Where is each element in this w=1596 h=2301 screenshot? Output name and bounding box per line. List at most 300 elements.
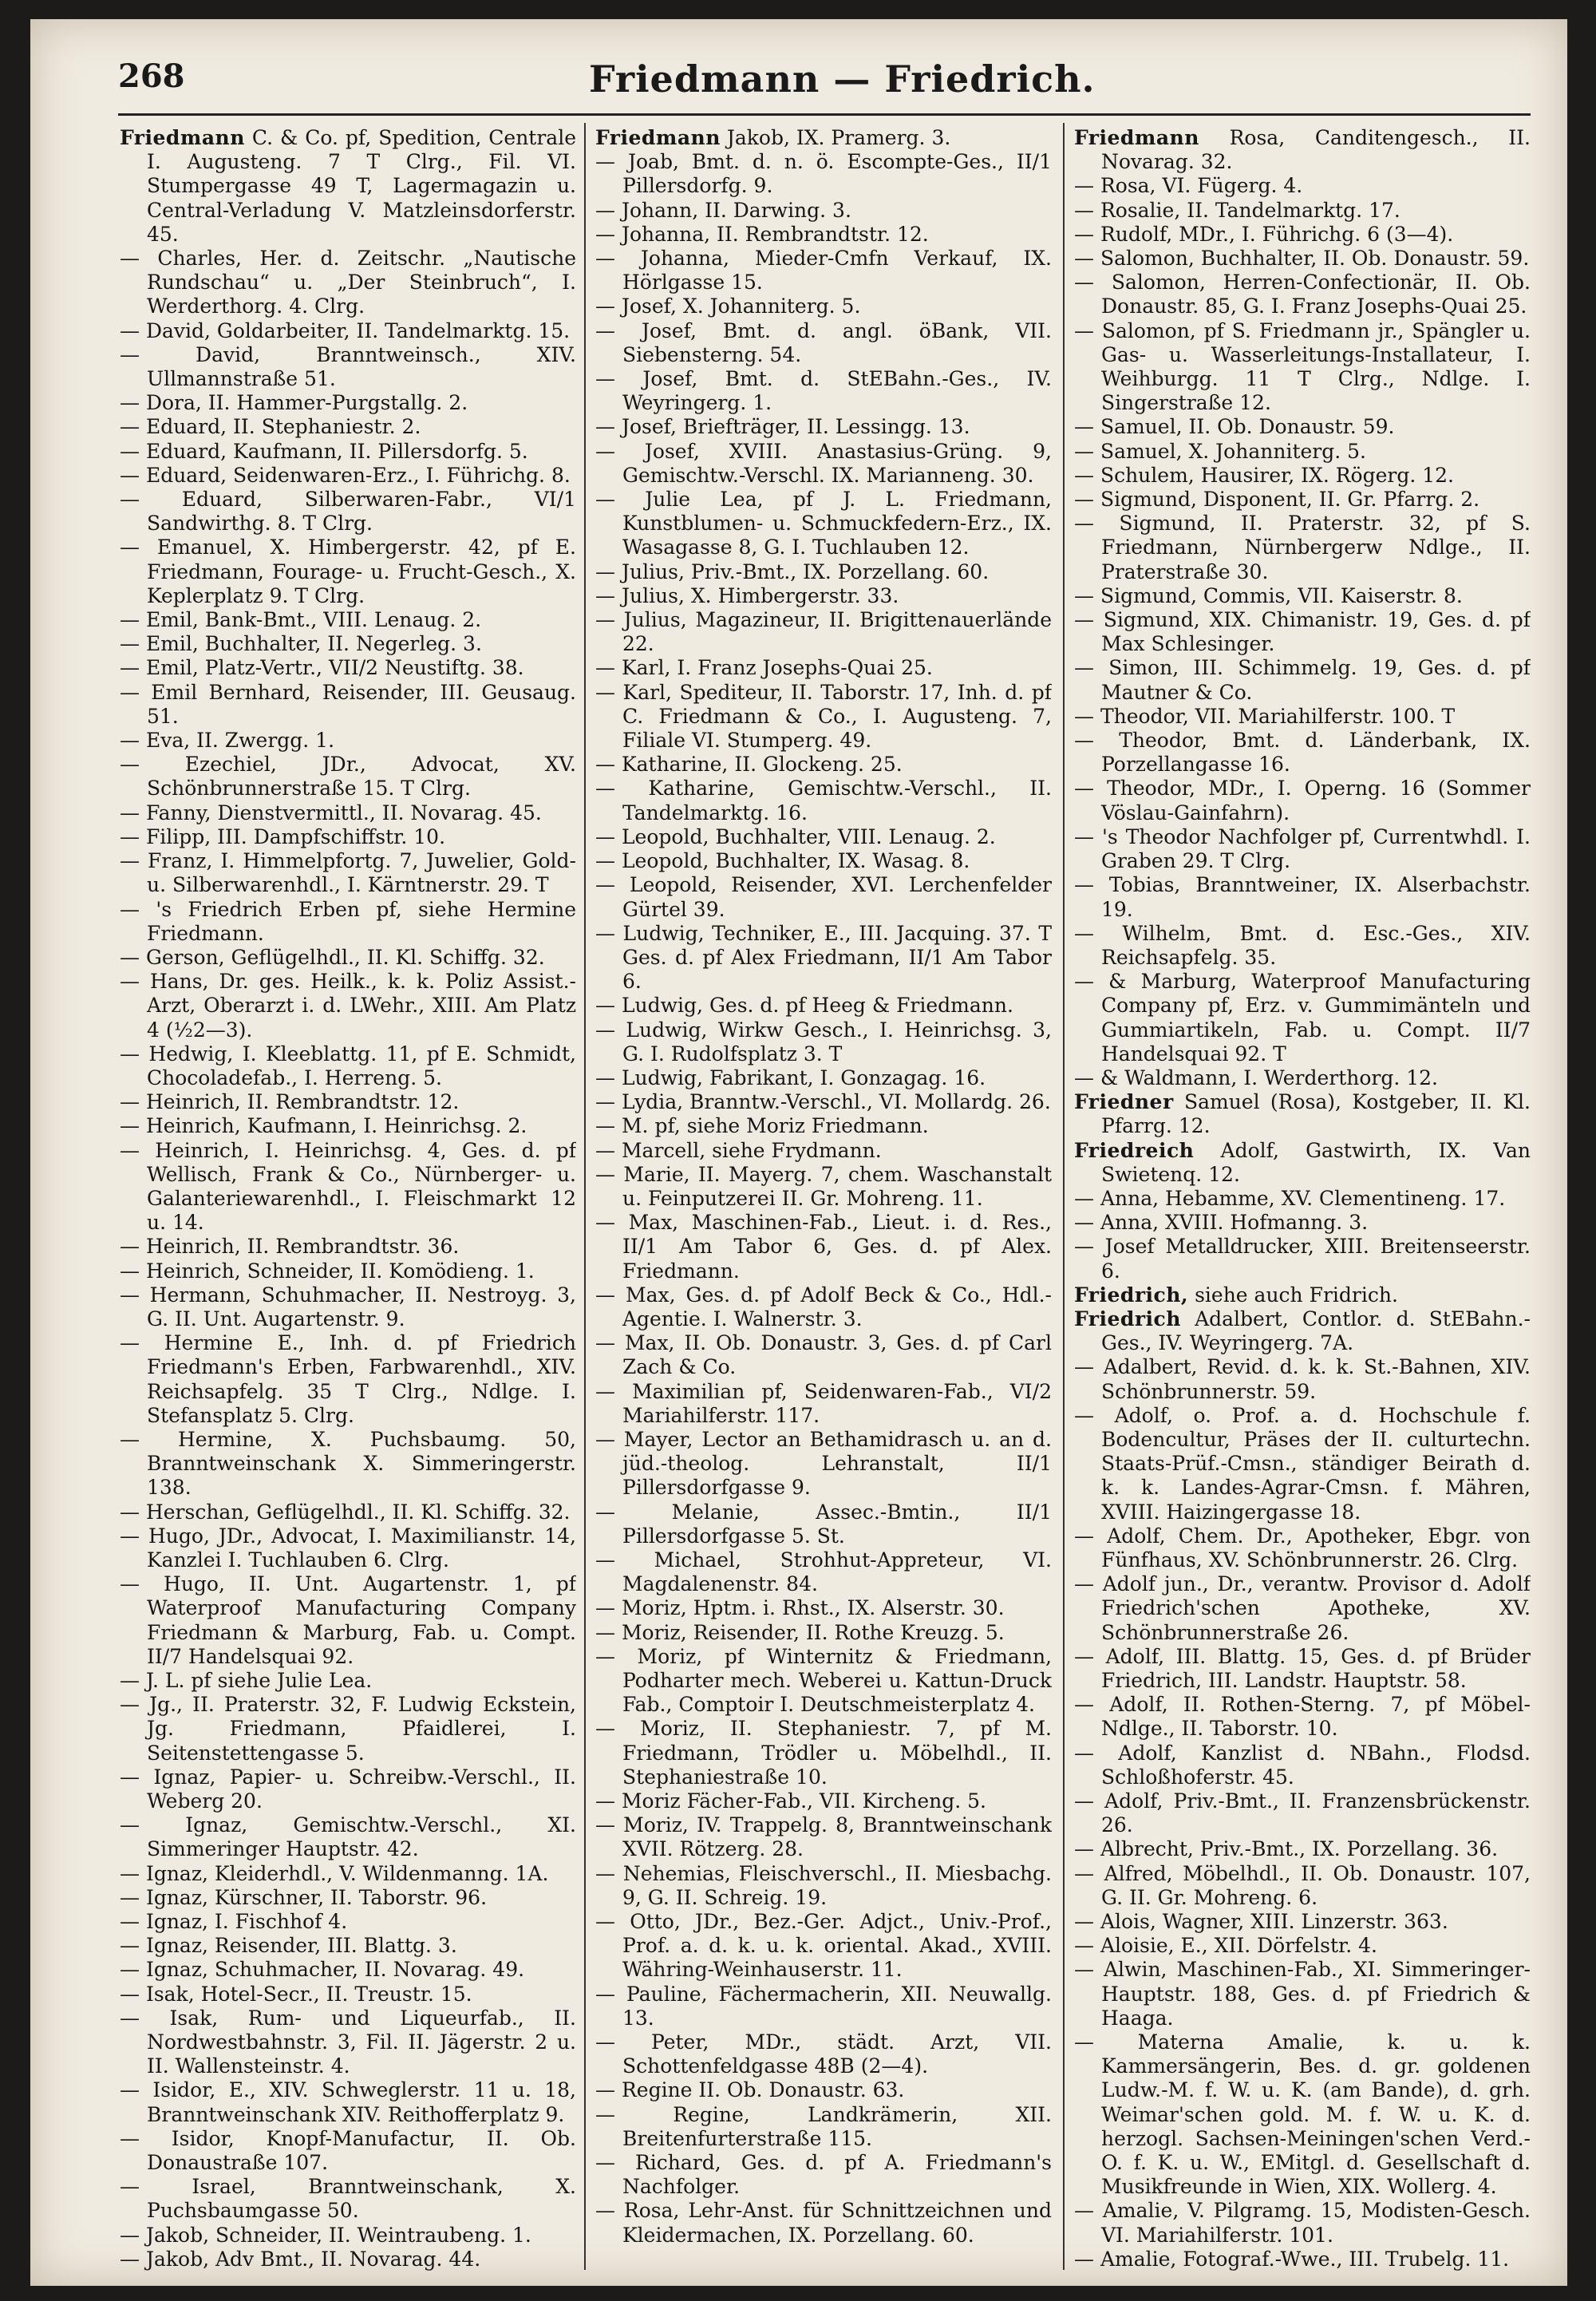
directory-entry (1074, 1090, 1531, 1138)
entry-text: — Ignaz, Kleiderhdl., V. Wildenmanng. 1A. (120, 1861, 549, 1885)
column-2 (595, 126, 1052, 2273)
entry-text: — Moriz Fächer-Fab., VII. Kircheng. 5. (595, 1789, 986, 1813)
directory-entry (595, 1114, 1052, 1138)
entry-text: — Heinrich, II. Rembrandtstr. 12. (120, 1090, 460, 1114)
entry-text: — Ignaz, Schuhmacher, II. Novarag. 49. (120, 1958, 525, 1982)
directory-entry (595, 1910, 1052, 1983)
directory-entry (595, 1500, 1052, 1548)
entry-text: — Josef, Bmt. d. angl. öBank, VII. Siebensterng. 54. (595, 318, 1052, 366)
directory-entry (595, 825, 1052, 849)
directory-entry (120, 1042, 576, 1090)
entry-text: — Hugo, JDr., Advocat, I. Maximilianstr. 14, Kanzlei I. Tuchlauben 6. Clrg. (120, 1524, 576, 1572)
entry-text: — Max, Ges. d. pf Adolf Beck & Co., Hdl.-Agentie. I. Walnerstr. 3. (595, 1283, 1052, 1330)
entry-text: — Ludwig, Ges. d. pf Heeg & Friedmann. (595, 994, 1013, 1018)
column-divider-1 (584, 123, 586, 2270)
directory-entry (595, 440, 1052, 488)
entry-text: — Salomon, pf S. Friedmann jr., Spängler u. Gas- u. Wasserleitungs-Installateur, I. Weihburgg. 11 T Clrg., Ndlge. I. Singerstraße 12. (1074, 318, 1531, 415)
entry-text: — Jakob, Adv Bmt., II. Novarag. 44. (120, 2247, 481, 2271)
directory-entry (120, 632, 576, 656)
directory-entry (1074, 1862, 1531, 1910)
directory-entry (1074, 2030, 1531, 2199)
entry-heading: Friedmann (595, 126, 721, 149)
directory-entry (1074, 319, 1531, 416)
directory-entry (595, 150, 1052, 198)
directory-entry (120, 1259, 576, 1283)
entry-text: — Katharine, Gemischtw.-Verschl., II. Tandelmarktg. 16. (595, 777, 1052, 824)
directory-entry (120, 247, 576, 319)
entry-heading: Friedrich, (1074, 1283, 1189, 1307)
entry-text: — Marcell, siehe Frydmann. (595, 1138, 882, 1162)
directory-entry (595, 1813, 1052, 1861)
directory-entry (1074, 2199, 1531, 2247)
directory-entry (595, 1717, 1052, 1789)
directory-entry (1074, 488, 1531, 512)
directory-entry (120, 825, 576, 849)
directory-entry (1074, 174, 1531, 198)
entry-text: — Samuel, X. Johanniterg. 5. (1074, 439, 1366, 463)
directory-entry (1074, 2248, 1531, 2271)
entry-text: — Franz, I. Himmelpfortg. 7, Juwelier, Gold- u. Silberwarenhdl., I. Kärntnerstr. 29. T (120, 849, 576, 897)
entry-text: — Hermann, Schuhmacher, II. Nestroyg. 3, G. II. Unt. Augartenstr. 9. (120, 1283, 576, 1330)
directory-entry (1074, 1066, 1531, 1090)
directory-entry (1074, 1693, 1531, 1741)
entry-text: — Alois, Wagner, XIII. Linzerstr. 363. (1074, 1910, 1448, 1934)
entry-text: — Alwin, Maschinen-Fab., XI. Simmeringer-Hauptstr. 188, Ges. d. pf Friedrich & Haaga. (1074, 1958, 1531, 2030)
directory-entry (595, 415, 1052, 439)
directory-entry (120, 319, 576, 343)
entry-text: — Adolf, III. Blattg. 15, Ges. d. pf Brüder Friedrich, III. Landstr. Hauptstr. 58. (1074, 1644, 1531, 1692)
directory-entry (1074, 1187, 1531, 1211)
entry-text: — Peter, MDr., städt. Arzt, VII. Schottenfeldgasse 48B (2—4). (595, 2030, 1052, 2078)
entry-text: — Emil, Buchhalter, II. Negerleg. 3. (120, 632, 482, 656)
directory-entry (595, 247, 1052, 295)
entry-text: — Julie Lea, pf J. L. Friedmann, Kunstblumen- u. Schmuckfedern-Erz., IX. Wasagasse 8, G. I. Tuchlauben 12. (595, 488, 1052, 559)
entry-text: — Ezechiel, JDr., Advocat, XV. Schönbrunnerstraße 15. T Clrg. (120, 753, 576, 801)
directory-entry (120, 681, 576, 729)
entry-text: — Salomon, Herren-Confectionär, II. Ob. Donaustr. 85, G. I. Franz Josephs-Quai 25. (1074, 271, 1531, 318)
entry-text: — Johann, II. Darwing. 3. (595, 198, 851, 222)
directory-entry (1074, 1645, 1531, 1693)
directory-entry (595, 873, 1052, 921)
entry-text: — Regine, Landkrämerin, XII. Breitenfurterstraße 115. (595, 2102, 1052, 2150)
entry-text: — Heinrich, I. Heinrichsg. 4, Ges. d. pf Wellisch, Frank & Co., Nürnberger- u. Galanteriewarenhdl., I. Fleischmarkt 12 u. 14. (120, 1138, 576, 1235)
directory-entry (120, 1862, 576, 1886)
directory-entry (120, 608, 576, 632)
entry-text: — Adolf, o. Prof. a. d. Hochschule f. Bodencultur, Präses der II. culturtechn. Staats-Prüf.-Cmsn., ständiger Beirath d. k. k. Landes-Agrar-Cmsn. f. Mähren, XVIII. Haizingergasse 18. (1074, 1403, 1531, 1524)
entry-text: — Simon, III. Schimmelg. 19, Ges. d. pf Mautner & Co. (1074, 656, 1531, 704)
directory-entry (1074, 271, 1531, 318)
directory-entry (120, 1886, 576, 1910)
entry-text: — Eduard, Seidenwaren-Erz., I. Führichg. 8. (120, 463, 571, 487)
directory-entry (595, 584, 1052, 608)
directory-entry (120, 1524, 576, 1572)
entry-text: — Michael, Strohhut-Appreteur, VI. Magdalenenstr. 84. (595, 1548, 1052, 1596)
directory-entry (120, 1235, 576, 1259)
directory-entry (595, 199, 1052, 223)
entry-text: — Karl, Spediteur, II. Taborstr. 17, Inh. d. pf C. Friedmann & Co., I. Augusteng. 7, Filiale VI. Stumperg. 49. (595, 680, 1052, 753)
directory-entry (1074, 584, 1531, 608)
directory-entry (1074, 126, 1531, 174)
entry-text: — Leopold, Buchhalter, IX. Wasag. 8. (595, 849, 970, 873)
directory-entry (120, 2127, 576, 2175)
entry-text: — Anna, Hebamme, XV. Clementineng. 17. (1074, 1186, 1506, 1210)
entry-text: — David, Branntweinsch., XIV. Ullmannstraße 51. (120, 342, 576, 391)
directory-entry (120, 1910, 576, 1934)
entry-text: — Marie, II. Mayerg. 7, chem. Waschanstalt u. Feinputzerei II. Gr. Mohreng. 11. (595, 1162, 1052, 1210)
entry-text: — Heinrich, II. Rembrandtstr. 36. (120, 1235, 460, 1259)
entry-text: — Rosa, Lehr-Anst. für Schnittzeichnen und Kleidermachen, IX. Porzellang. 60. (595, 2199, 1052, 2247)
entry-text: — Fanny, Dienstvermittl., II. Novarag. 45. (120, 801, 542, 824)
directory-entry (1074, 199, 1531, 223)
directory-entry (1074, 1404, 1531, 1524)
entry-text: — J. L. pf siehe Julie Lea. (120, 1669, 373, 1692)
entry-text: — Israel, Branntweinschank, X. Puchsbaumgasse 50. (120, 2175, 576, 2223)
entry-text: — Sigmund, XIX. Chimanistr. 19, Ges. d. pf Max Schlesinger. (1074, 608, 1531, 656)
directory-entry (1074, 440, 1531, 464)
directory-entry (1074, 1139, 1531, 1187)
directory-entry (120, 729, 576, 753)
directory-entry (595, 681, 1052, 753)
directory-entry (120, 343, 576, 391)
header-rule (118, 113, 1531, 116)
directory-entry (1074, 1910, 1531, 1934)
directory-entry (120, 753, 576, 801)
entry-text: — Isidor, Knopf-Manufactur, II. Ob. Donaustraße 107. (120, 2126, 576, 2175)
entry-text: — Ludwig, Techniker, E., III. Jacquing. 37. T Ges. d. pf Alex Friedmann, II/1 Am Tabor 6. (595, 921, 1052, 994)
directory-entry (120, 1114, 576, 1138)
entry-text: — Regine II. Ob. Donaustr. 63. (595, 2078, 905, 2102)
directory-entry (595, 295, 1052, 318)
entry-text: — Sigmund, Disponent, II. Gr. Pfarrg. 2. (1074, 488, 1480, 512)
directory-entry (120, 1983, 576, 2006)
entry-text: — Anna, XVIII. Hofmanng. 3. (1074, 1211, 1369, 1235)
entry-text: — Maximilian pf, Seidenwaren-Fab., VI/2 Mariahilferstr. 117. (595, 1379, 1052, 1427)
directory-entry (120, 1139, 576, 1236)
directory-entry (1074, 512, 1531, 584)
entry-text: — Nehemias, Fleischverschl., II. Miesbachg. 9, G. II. Schreig. 19. (595, 1861, 1052, 1909)
entry-text: — Adolf, Chem. Dr., Apotheker, Ebgr. von Fünfhaus, XV. Schönbrunnerstr. 26. Clrg. (1074, 1524, 1531, 1572)
entry-text: — Moriz, IV. Trappelg. 8, Branntweinschank XVII. Rötzerg. 28. (595, 1813, 1052, 1861)
directory-entry (120, 1331, 576, 1428)
directory-entry (120, 488, 576, 536)
entry-text: — Adolf, Priv.-Bmt., II. Franzensbrückenstr. 26. (1074, 1789, 1531, 1837)
entry-text: — Albrecht, Priv.-Bmt., IX. Porzellang. 36. (1074, 1837, 1499, 1861)
entry-text: — & Waldmann, I. Werderthorg. 12. (1074, 1065, 1439, 1089)
directory-entry (595, 1862, 1052, 1910)
directory-entry (595, 1163, 1052, 1211)
directory-entry (1074, 1742, 1531, 1789)
directory-entry (595, 1621, 1052, 1645)
entry-text: — Moriz, Hptm. i. Rhst., IX. Alserstr. 30. (595, 1596, 1005, 1620)
entry-text: — Filipp, III. Dampfschiffstr. 10. (120, 824, 446, 848)
directory-entry (1074, 873, 1531, 921)
entry-text: — Tobias, Branntweiner, IX. Alserbachstr. 19. (1074, 873, 1531, 921)
entry-text: — Ignaz, I. Fischhof 4. (120, 1910, 348, 1934)
entry-text: — Julius, Magazineur, II. Brigittenauerlände 22. (595, 608, 1052, 656)
directory-entry (1074, 1934, 1531, 1958)
entry-text: siehe auch Fridrich. (1188, 1283, 1398, 1307)
entry-text: C. & Co. pf, Spedition, Centrale I. Augusteng. 7 T Clrg., Fil. VI. Stumpergasse 49 T, Lagermagazin u. Central-Verladung V. Matzleinsdorferstr. 45. (147, 126, 576, 246)
directory-entry (1074, 1283, 1531, 1307)
directory-entry (595, 656, 1052, 680)
directory-entry (595, 849, 1052, 873)
directory-entry (120, 2224, 576, 2248)
entry-text: — Isak, Hotel-Secr., II. Treustr. 15. (120, 1982, 472, 2006)
directory-entry (595, 1331, 1052, 1379)
entry-heading: Friedner (1074, 1090, 1174, 1114)
entry-text: — Emanuel, X. Himbergerstr. 42, pf E. Friedmann, Fourage- u. Frucht-Gesch., X. Keplerplatz 9. T Clrg. (120, 536, 576, 607)
entry-text: — Aloisie, E., XII. Dörfelstr. 4. (1074, 1934, 1378, 1958)
directory-entry (120, 1958, 576, 1982)
directory-entry (120, 656, 576, 680)
directory-entry (595, 223, 1052, 247)
directory-entry (120, 2078, 576, 2126)
entry-text: — Rosalie, II. Tandelmarktg. 17. (1074, 198, 1400, 222)
entry-text: — Hugo, II. Unt. Augartenstr. 1, pf Waterproof Manufacturing Company Friedmann & Marburg, Fab. u. Compt. II/7 Handelsquai 92. (120, 1572, 576, 1668)
entry-text: — Isak, Rum- und Liqueurfab., II. Nordwestbahnstr. 3, Fil. II. Jägerstr. 2 u. II. Wallensteinstr. 4. (120, 2006, 576, 2078)
entry-text: — Heinrich, Schneider, II. Komödieng. 1. (120, 1259, 535, 1283)
entry-text: — Samuel, II. Ob. Donaustr. 59. (1074, 415, 1395, 439)
entry-text: — Ignaz, Reisender, III. Blattg. 3. (120, 1934, 457, 1958)
entry-text: — Johanna, Mieder-Cmfn Verkauf, IX. Hörlgasse 15. (595, 247, 1052, 295)
directory-entry (595, 1211, 1052, 1283)
entry-text: — Hermine, X. Puchsbaumg. 50, Branntweinschank X. Simmeringerstr. 138. (120, 1427, 576, 1500)
entry-text: — Sigmund, Commis, VII. Kaiserstr. 8. (1074, 583, 1463, 607)
entry-text: — Katharine, II. Glockeng. 25. (595, 753, 903, 777)
directory-entry (1074, 464, 1531, 488)
directory-entry (1074, 1789, 1531, 1837)
directory-entry (1074, 729, 1531, 777)
entry-text: — Emil Bernhard, Reisender, III. Geusaug. 51. (120, 680, 576, 728)
entry-text: — Mayer, Lector an Bethamidrasch u. an d. jüd.-theolog. Lehranstalt, II/1 Pillersdorfgasse 9. (595, 1427, 1052, 1500)
entry-text: — Adalbert, Revid. d. k. k. St.-Bahnen, XIV. Schönbrunnerstr. 59. (1074, 1355, 1531, 1403)
entry-heading: Friedmann (1074, 126, 1199, 149)
entry-text: — Theodor, MDr., I. Operng. 16 (Sommer Vöslau-Gainfahrn). (1074, 777, 1531, 824)
running-head: Friedmann — Friedrich. (589, 57, 1096, 101)
directory-entry (1074, 1958, 1531, 2030)
directory-entry (120, 2175, 576, 2223)
entry-text: — Hedwig, I. Kleeblattg. 11, pf E. Schmidt, Chocoladefab., I. Herreng. 5. (120, 1042, 576, 1089)
entry-text: — Melanie, Assec.-Bmtin., II/1 Pillersdorfgasse 5. St. (595, 1500, 1052, 1548)
entry-text: — Lydia, Branntw.-Verschl., VI. Mollardg. 26. (595, 1090, 1051, 1114)
directory-entry (120, 536, 576, 608)
entry-text: — Ludwig, Wirkw Gesch., I. Heinrichsg. 3, G. I. Rudolfsplatz 3. T (595, 1018, 1052, 1065)
directory-entry (1074, 922, 1531, 970)
entry-heading: Friedrich (1074, 1307, 1181, 1330)
directory-entry (120, 849, 576, 897)
directory-entry (1074, 1355, 1531, 1403)
entry-heading: Friedreich (1074, 1138, 1195, 1162)
entry-text: — Julius, Priv.-Bmt., IX. Porzellang. 60. (595, 559, 990, 583)
directory-entry (120, 464, 576, 488)
directory-entry (120, 1693, 576, 1765)
entry-text: — Eduard, Kaufmann, II. Pillersdorfg. 5. (120, 439, 528, 463)
entry-text: — Max, Maschinen-Fab., Lieut. i. d. Res., II/1 Am Tabor 6, Ges. d. pf Alex. Friedmann. (595, 1211, 1052, 1283)
entry-text: — Josef, XVIII. Anastasius-Grüng. 9, Gemischtw.-Verschl. IX. Marianneng. 30. (595, 439, 1052, 487)
directory-entry (595, 608, 1052, 656)
entry-text: — Emil, Bank-Bmt., VIII. Lenaug. 2. (120, 608, 482, 632)
column-1 (120, 126, 576, 2273)
directory-entry (1074, 1837, 1531, 1861)
entry-text: — Leopold, Buchhalter, VIII. Lenaug. 2. (595, 824, 996, 848)
directory-entry (595, 753, 1052, 777)
entry-text: — Moriz, pf Winternitz & Friedmann, Podharter mech. Weberei u. Kattun-Druck Fab., Comptoir I. Deutschmeisterplatz 4. (595, 1644, 1052, 1717)
entry-text: — Materna Amalie, k. u. k. Kammersängerin, Bes. d. gr. goldenen Ludw.-M. f. W. u. K. (am Bande), d. grh. Weimar'schen gold. M. f. W. u. K. d. herzogl. Sachsen-Meiningen'schen Verd.-O. f. K. u. W., EMitgl. d. Gesellschaft d. Musikfreunde in Wien, XIX. Wollerg. 4. (1074, 2030, 1531, 2199)
entry-text: — Salomon, Buchhalter, II. Ob. Donaustr. 59. (1074, 247, 1530, 271)
column-3 (1074, 126, 1531, 2273)
directory-entry (595, 1789, 1052, 1813)
directory-entry (595, 2030, 1052, 2078)
entry-text: — Rosa, VI. Fügerg. 4. (1074, 174, 1303, 198)
entry-text: — Rudolf, MDr., I. Führichg. 6 (3—4). (1074, 222, 1454, 246)
directory-entry (595, 994, 1052, 1018)
directory-entry (1074, 415, 1531, 439)
directory-entry (1074, 608, 1531, 656)
directory-entry (595, 2078, 1052, 2102)
directory-entry (120, 1934, 576, 1958)
directory-entry (595, 1645, 1052, 1718)
directory-entry (1074, 1235, 1531, 1283)
entry-text: — Theodor, Bmt. d. Länderbank, IX. Porzellangasse 16. (1074, 729, 1531, 777)
entry-text: — Amalie, Fotograf.-Wwe., III. Trubelg. 11. (1074, 2247, 1510, 2271)
directory-entry (595, 367, 1052, 415)
directory-entry (595, 126, 1052, 150)
directory-entry (120, 898, 576, 946)
directory-entry (595, 560, 1052, 584)
entry-text: — Isidor, E., XIV. Schweglerstr. 11 u. 18, Branntweinschank XIV. Reithofferplatz 9. (120, 2078, 576, 2126)
directory-entry (595, 2199, 1052, 2247)
directory-entry (1074, 1572, 1531, 1645)
directory-entry (595, 1090, 1052, 1114)
entry-text: — Amalie, V. Pilgramg. 15, Modisten-Gesch. VI. Mariahilferstr. 101. (1074, 2199, 1531, 2247)
entry-text: — Hermine E., Inh. d. pf Friedrich Friedmann's Erben, Farbwarenhdl., XIV. Reichsapfelg. 35 T Clrg., Ndlge. I. Stefansplatz 5. Clrg. (120, 1331, 576, 1427)
entry-text: — Charles, Her. d. Zeitschr. „Nautische Rundschau“ u. „Der Steinbruch“, I. Werderthorg. 4. Clrg. (120, 247, 576, 318)
directory-entry (120, 1283, 576, 1331)
directory-entry (595, 1428, 1052, 1500)
entry-text: Samuel (Rosa), Kostgeber, II. Kl. Pfarrg. 12. (1101, 1090, 1531, 1138)
entry-text: — Wilhelm, Bmt. d. Esc.-Ges., XIV. Reichsapfelg. 35. (1074, 921, 1531, 969)
entry-text: — Eva, II. Zwergg. 1. (120, 729, 335, 753)
directory-entry (595, 1283, 1052, 1331)
entry-text: — Moriz, II. Stephaniestr. 7, pf M. Friedmann, Trödler u. Möbelhdl., II. Stephaniestraße 10. (595, 1717, 1052, 1789)
entry-text: — Eduard, Silberwaren-Fabr., VI/1 Sandwirthg. 8. T Clrg. (120, 488, 576, 536)
entry-text: Adolf, Gastwirth, IX. Van Swietenq. 12. (1101, 1138, 1531, 1186)
directory-entry (595, 777, 1052, 824)
entry-text: — Karl, I. Franz Josephs-Quai 25. (595, 656, 933, 680)
entry-text: — M. pf, siehe Moriz Friedmann. (595, 1114, 929, 1138)
directory-entry (120, 415, 576, 439)
directory-entry (595, 488, 1052, 560)
entry-text: — Max, II. Ob. Donaustr. 3, Ges. d. pf Carl Zach & Co. (595, 1331, 1052, 1379)
entry-text: Adalbert, Contlor. d. StEBahn.-Ges., IV. Weyringerg. 7A. (1101, 1307, 1531, 1355)
entry-text: — Eduard, II. Stephaniestr. 2. (120, 415, 421, 439)
directory-page (30, 19, 1567, 2286)
directory-entry (1074, 1524, 1531, 1572)
entry-text: — Ludwig, Fabrikant, I. Gonzagag. 16. (595, 1065, 986, 1089)
directory-entry (120, 970, 576, 1042)
entry-text: — 's Friedrich Erben pf, siehe Hermine Friedmann. (120, 897, 576, 945)
entry-text: — Josef, Briefträger, II. Lessingg. 13. (595, 415, 970, 439)
entry-text: — Joab, Bmt. d. n. ö. Escompte-Ges., II/1 Pillersdorfg. 9. (595, 150, 1052, 198)
entry-text: — Jg., II. Praterstr. 32, F. Ludwig Eckstein, Jg. Friedmann, Pfaidlerei, I. Seitenstettengasse 5. (120, 1693, 576, 1765)
directory-entry (120, 2248, 576, 2271)
entry-text: — Jakob, Schneider, II. Weintraubeng. 1. (120, 2223, 531, 2247)
entry-text: — Moriz, Reisender, II. Rothe Kreuzg. 5. (595, 1620, 1005, 1644)
directory-entry (120, 2006, 576, 2079)
directory-entry (595, 1596, 1052, 1620)
directory-entry (595, 1983, 1052, 2030)
directory-entry (120, 1813, 576, 1861)
entry-text: — Ignaz, Gemischtw.-Verschl., XI. Simmeringer Hauptstr. 42. (120, 1813, 576, 1861)
directory-entry (120, 1500, 576, 1524)
directory-entry (1074, 825, 1531, 873)
directory-entry (1074, 247, 1531, 271)
entry-text: — Ignaz, Papier- u. Schreibw.-Verschl., II. Weberg 20. (120, 1765, 576, 1813)
directory-entry (120, 1090, 576, 1114)
directory-entry (1074, 656, 1531, 704)
directory-entry (595, 319, 1052, 367)
directory-entry (1074, 970, 1531, 1066)
entry-text: Jakob, IX. Pramerg. 3. (720, 126, 951, 149)
directory-entry (595, 1139, 1052, 1163)
entry-text: — Hans, Dr. ges. Heilk., k. k. Poliz Assist.-Arzt, Oberarzt i. d. LWehr., XIII. Am Platz 4 (½2—3). (120, 970, 576, 1042)
entry-text: — Theodor, VII. Mariahilferstr. 100. T (1074, 704, 1456, 728)
entry-text: — Herschan, Geflügelhdl., II. Kl. Schiffg. 32. (120, 1500, 571, 1524)
directory-entry (1074, 1307, 1531, 1355)
entry-text: — Leopold, Reisender, XVI. Lerchenfelder Gürtel 39. (595, 873, 1052, 921)
directory-entry (595, 2151, 1052, 2199)
entry-text: — & Marburg, Waterproof Manufacturing Company pf, Erz. v. Gummimänteln und Gummiartikeln, Fab. u. Compt. II/7 Handelsquai 92. T (1074, 970, 1531, 1065)
column-divider-2 (1063, 123, 1065, 2270)
entry-text: — Richard, Ges. d. pf A. Friedmann's Nachfolger. (595, 2151, 1052, 2199)
entry-text: — Emil, Platz-Vertr., VII/2 Neustiftg. 38. (120, 656, 524, 680)
entry-text: — Dora, II. Hammer-Purgstallg. 2. (120, 391, 468, 415)
directory-entry (120, 1669, 576, 1693)
directory-entry (595, 1066, 1052, 1090)
entry-text: — 's Theodor Nachfolger pf, Currentwhdl. I. Graben 29. T Clrg. (1074, 824, 1531, 873)
directory-entry (1074, 1211, 1531, 1235)
entry-text: — Schulem, Hausirer, IX. Rögerg. 12. (1074, 463, 1454, 487)
directory-entry (595, 922, 1052, 994)
entry-text: — Adolf, Kanzlist d. NBahn., Flodsd. Schloßhoferstr. 45. (1074, 1741, 1531, 1789)
entry-text: — Otto, JDr., Bez.-Ger. Adjct., Univ.-Prof., Prof. a. d. k. u. k. oriental. Akad., XVIII. Währing-Weinhauserstr. 11. (595, 1910, 1052, 1982)
directory-entry (595, 1380, 1052, 1428)
entry-text: — Gerson, Geflügelhdl., II. Kl. Schiffg. 32. (120, 945, 545, 969)
entry-text: — Julius, X. Himbergerstr. 33. (595, 583, 899, 607)
directory-entry (1074, 705, 1531, 729)
entry-text: — Sigmund, II. Praterstr. 32, pf S. Friedmann, Nürnbergerw Ndlge., II. Praterstraße 30. (1074, 512, 1531, 583)
entry-text: — Adolf jun., Dr., verantw. Provisor d. Adolf Friedrich'schen Apotheke, XV. Schönbrunnerstraße 26. (1074, 1572, 1531, 1644)
directory-entry (120, 440, 576, 464)
directory-entry (595, 1548, 1052, 1596)
directory-entry (595, 2103, 1052, 2151)
entry-text: — Ignaz, Kürschner, II. Taborstr. 96. (120, 1885, 488, 1909)
entry-text: — Alfred, Möbelhdl., II. Ob. Donaustr. 107, G. II. Gr. Mohreng. 6. (1074, 1861, 1531, 1909)
directory-entry (120, 1765, 576, 1813)
directory-entry (120, 1572, 576, 1669)
entry-text: — Johanna, II. Rembrandtstr. 12. (595, 222, 929, 246)
directory-entry (1074, 777, 1531, 824)
directory-entry (595, 1018, 1052, 1066)
directory-entry (120, 801, 576, 825)
directory-entry (120, 946, 576, 970)
page-number: 268 (118, 57, 185, 95)
entry-text: — Josef, X. Johanniterg. 5. (595, 295, 861, 318)
entry-heading: Friedmann (120, 126, 245, 149)
entry-text: — Adolf, II. Rothen-Sterng. 7, pf Möbel-Ndlge., II. Taborstr. 10. (1074, 1693, 1531, 1741)
entry-text: Rosa, Canditengesch., II. Novarag. 32. (1101, 126, 1531, 174)
entry-text: — Pauline, Fächermacherin, XII. Neuwallg. 13. (595, 1982, 1052, 2030)
